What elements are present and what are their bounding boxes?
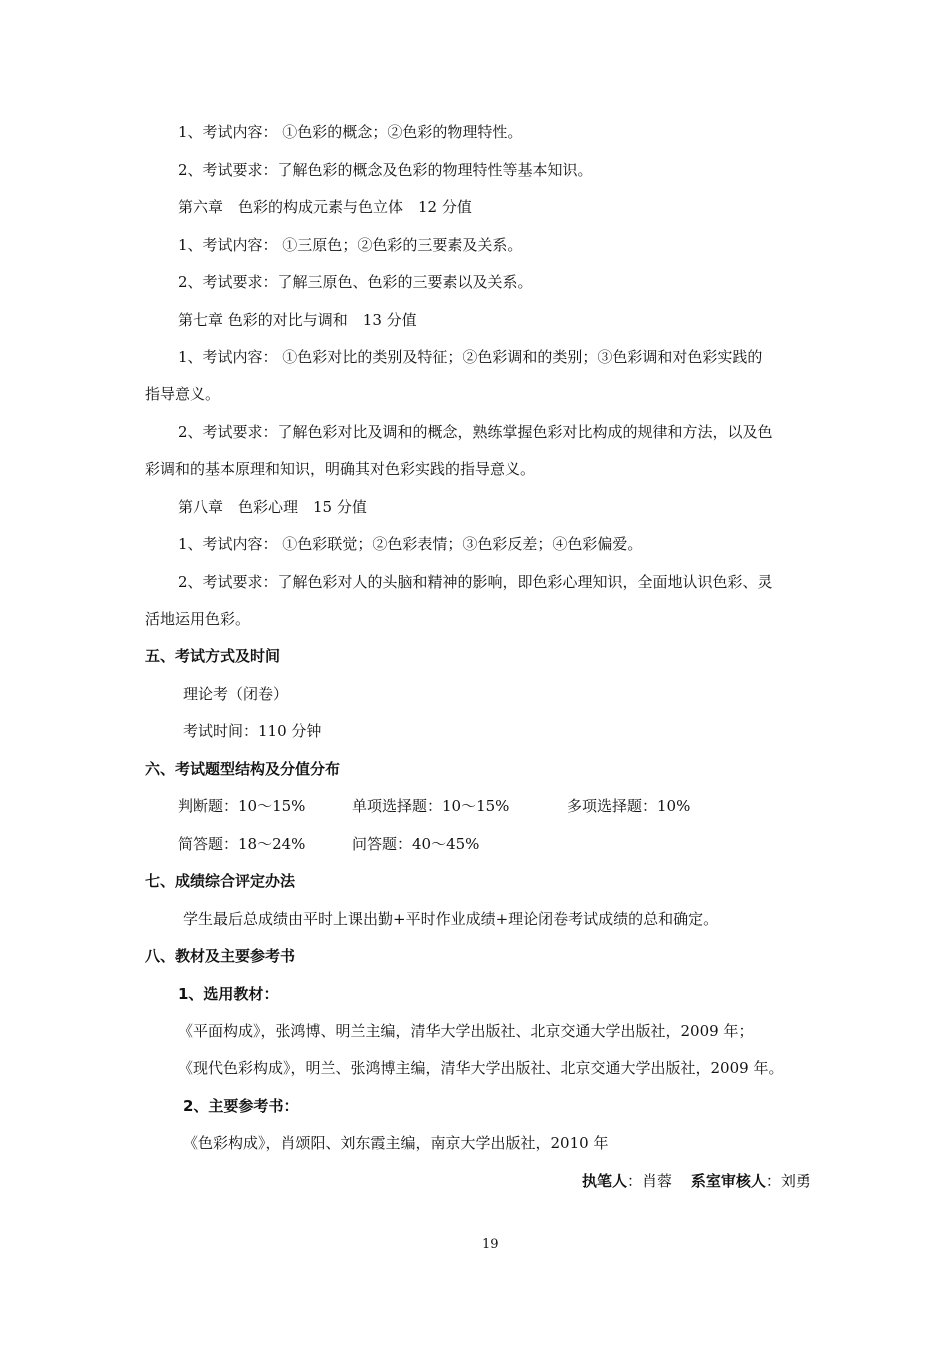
ch6-heading: 第六章 色彩的构成元素与色立体 12 分值 [178,198,472,216]
reference-1: 《色彩构成》，肖颂阳、刘东霞主编，南京大学出版社，2010 年 [183,1134,609,1152]
author-name: ：肖蓉 [627,1172,673,1190]
textbook-subtitle: 1、选用教材： [178,985,279,1003]
ch6-requirement: 2、考试要求：了解三原色、色彩的三要素以及关系。 [178,273,533,291]
author-label: 执笔人 [582,1172,628,1190]
multi-choice-share: 多项选择题：10% [567,797,691,815]
ch6-content: 1、考试内容： ①三原色；②色彩的三要素及关系。 [178,236,523,254]
section-7-title: 七、成绩综合评定办法 [145,872,296,890]
essay-share: 问答题：40～45% [352,835,480,853]
textbook-2: 《现代色彩构成》，明兰、张鸿博主编，清华大学出版社、北京交通大学出版社，2009 年。 [178,1059,784,1077]
reviewer-label: 系室审核人 [690,1172,766,1190]
ch5-content: 1、考试内容： ①色彩的概念；②色彩的物理特性。 [178,123,523,141]
reviewer-name: ：刘勇 [765,1172,811,1190]
ch8-requirement-line1: 2、考试要求：了解色彩对人的头脑和精神的影响，即色彩心理知识，全面地认识色彩、灵 [178,573,773,591]
ch7-content-line2: 指导意义。 [145,385,221,403]
page-number: 19 [482,1237,499,1252]
section-5-title: 五、考试方式及时间 [145,647,281,665]
short-answer-share: 简答题：18～24% [178,835,306,853]
textbook-1: 《平面构成》，张鸿博、明兰主编，清华大学出版社、北京交通大学出版社，2009 年； [178,1022,754,1040]
exam-duration: 考试时间：110 分钟 [183,722,322,740]
ch8-content: 1、考试内容： ①色彩联觉；②色彩表情；③色彩反差；④色彩偏爱。 [178,535,643,553]
judge-share: 判断题：10～15% [178,797,306,815]
ch8-requirement-line2: 活地运用色彩。 [145,610,251,628]
exam-mode: 理论考（闭卷） [183,685,289,703]
signoff [582,1171,811,1191]
ch7-requirement-line2: 彩调和的基本原理和知识，明确其对色彩实践的指导意义。 [145,460,536,478]
reference-subtitle: 2、主要参考书： [183,1097,299,1115]
section-6-title: 六、考试题型结构及分值分布 [145,760,341,778]
single-choice-share: 单项选择题：10～15% [352,797,510,815]
section-8-title: 八、教材及主要参考书 [145,947,296,965]
ch5-requirement: 2、考试要求：了解色彩的概念及色彩的物理特性等基本知识。 [178,161,593,179]
ch7-heading: 第七章 色彩的对比与调和 13 分值 [178,311,417,329]
grading-text: 学生最后总成绩由平时上课出勤+平时作业成绩+理论闭卷考试成绩的总和确定。 [183,910,719,928]
ch7-content-line1: 1、考试内容： ①色彩对比的类别及特征；②色彩调和的类别；③色彩调和对色彩实践的 [178,348,763,366]
ch7-requirement-line1: 2、考试要求：了解色彩对比及调和的概念，熟练掌握色彩对比构成的规律和方法，以及色 [178,423,773,441]
ch8-heading: 第八章 色彩心理 15 分值 [178,498,367,516]
